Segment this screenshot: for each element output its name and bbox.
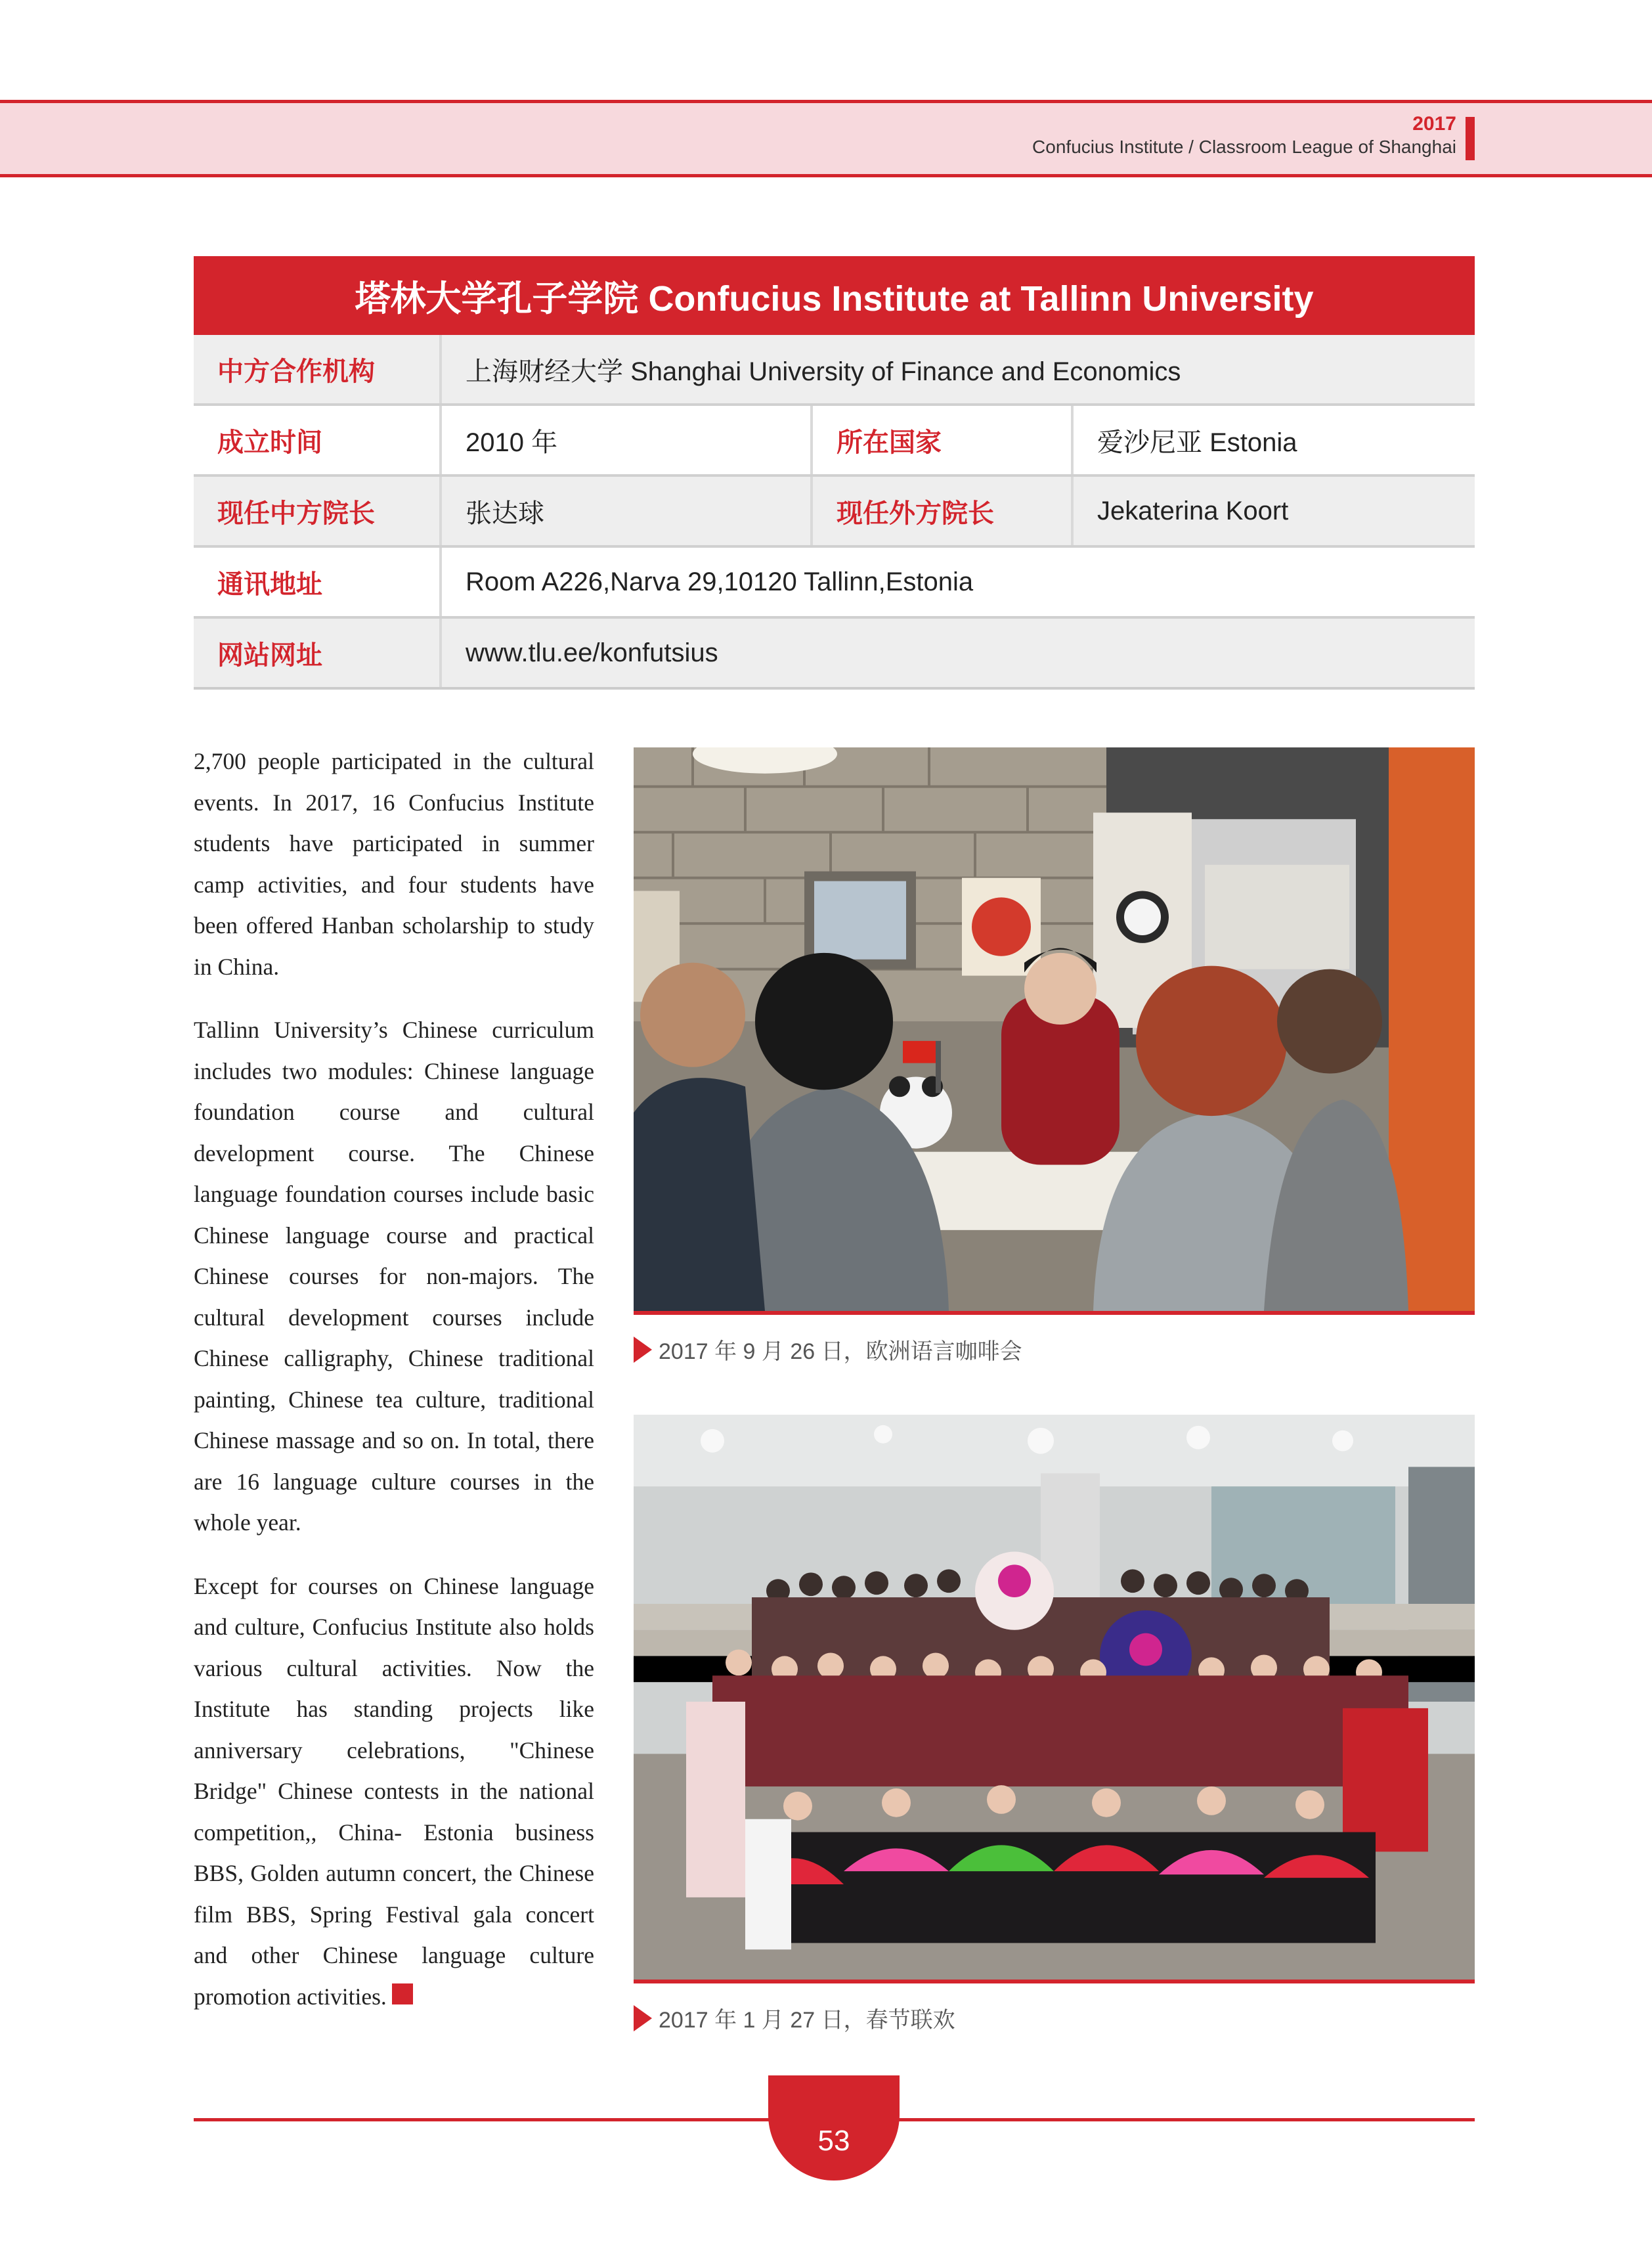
info-table (194, 256, 1475, 690)
cn-director-value: 张达球 (442, 477, 813, 545)
website-label: 网站网址 (194, 619, 442, 687)
founded-value: 2010 年 (442, 406, 813, 474)
photo-spring-festival-image (634, 1415, 1475, 1980)
photo-language-cafe-image (634, 747, 1475, 1311)
header-marker (1466, 117, 1475, 160)
caption-2 (634, 2002, 955, 2034)
foreign-director-value: Jekaterina Koort (1074, 477, 1475, 545)
paragraph-1: 2,700 people participated in the cultural events. In 2017, 16 Confucius Institute students have participated in summer camp activities, and four students have been offered Hanban scholarship to study in China. (194, 748, 594, 980)
country-label: 所在国家 (813, 406, 1074, 474)
caption-triangle-icon (634, 2005, 652, 2031)
page-number: 53 (817, 2125, 850, 2157)
row-directors (194, 477, 1475, 548)
caption-1 (634, 1333, 1022, 1365)
row-address (194, 548, 1475, 619)
row-website (194, 619, 1475, 690)
partner-value: 上海财经大学 Shanghai University of Finance and Economics (442, 335, 1475, 403)
row-founded (194, 406, 1475, 477)
caption-2-text: 2017 年 1 月 27 日，春节联欢 (659, 2008, 955, 2033)
photo-spring-festival (634, 1415, 1475, 1983)
address-label: 通讯地址 (194, 548, 442, 616)
photo-language-cafe (634, 747, 1475, 1315)
address-value: Room A226,Narva 29,10120 Tallinn,Estonia (442, 548, 1475, 616)
founded-label: 成立时间 (194, 406, 442, 474)
caption-triangle-icon (634, 1337, 652, 1363)
website-value: www.tlu.ee/konfutsius (442, 619, 1475, 687)
body-text (194, 741, 594, 2039)
partner-label: 中方合作机构 (194, 335, 442, 403)
row-partner (194, 335, 1475, 406)
paragraph-3-text: Except for courses on Chinese language and culture, Confucius Institute also holds various cultural activities. Now the Institute has standing projects like anniversary celebrations, "Chinese Bridge" Chinese contests in the national competition,, China- Estonia business BBS, Golden autumn concert, the Chinese film BBS, Spring Festival gala concert and other Chinese language culture promotion activities. (194, 1572, 594, 2010)
end-mark-icon (392, 1983, 413, 2004)
header-year: 2017 (1412, 113, 1456, 135)
cn-director-label: 现任中方院长 (194, 477, 442, 545)
info-title: 塔林大学孔子学院 Confucius Institute at Tallinn University (194, 256, 1475, 335)
country-value: 爱沙尼亚 Estonia (1074, 406, 1475, 474)
foreign-director-label: 现任外方院长 (813, 477, 1074, 545)
paragraph-3 (194, 1566, 594, 2018)
caption-1-text: 2017 年 9 月 26 日，欧洲语言咖啡会 (659, 1339, 1022, 1364)
header-league: Confucius Institute / Classroom League of Shanghai (1032, 137, 1456, 157)
paragraph-2: Tallinn University’s Chinese curriculum includes two modules: Chinese language foundation course and cultural development course. The Chinese language foundation courses include basic Chinese language course and practical Chinese courses for non-majors. The cultural development courses include Chinese calligraphy, Chinese traditional painting, Chinese tea culture, traditional Chinese massage and so on. In total, there are 16 language culture courses in the whole year. (194, 1017, 594, 1536)
